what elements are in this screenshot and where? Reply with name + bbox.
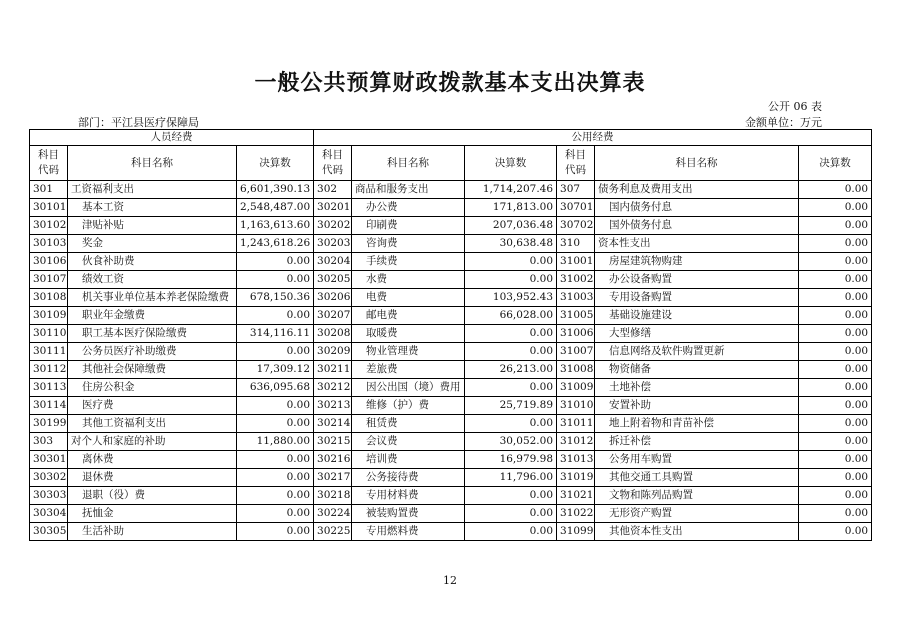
code-cell: 30302 [30, 469, 68, 487]
code-cell: 31099 [557, 523, 595, 541]
code-cell: 30109 [30, 307, 68, 325]
code-cell: 30205 [314, 271, 352, 289]
name-cell: 医疗费 [68, 397, 237, 415]
name-cell: 基础设施建设 [595, 307, 799, 325]
amount-cell: 0.00 [799, 523, 872, 541]
code-cell: 30216 [314, 451, 352, 469]
code-cell: 30215 [314, 433, 352, 451]
code-cell: 31007 [557, 343, 595, 361]
name-cell: 职业年金缴费 [68, 307, 237, 325]
code-cell: 30206 [314, 289, 352, 307]
name-cell: 专用设备购置 [595, 289, 799, 307]
name-cell: 取暖费 [352, 325, 465, 343]
amount-cell: 0.00 [799, 253, 872, 271]
header-name: 科目名称 [352, 146, 465, 181]
amount-cell: 0.00 [465, 415, 557, 433]
name-cell: 其他社会保障缴费 [68, 361, 237, 379]
section-public: 公用经费 [314, 130, 872, 146]
amount-cell: 2,548,487.00 [237, 199, 314, 217]
amount-cell: 0.00 [799, 289, 872, 307]
table-row [30, 415, 872, 433]
table-row [30, 181, 872, 199]
table-row [30, 343, 872, 361]
name-cell: 商品和服务支出 [352, 181, 465, 199]
table-row [30, 361, 872, 379]
expenditure-table [29, 129, 872, 541]
amount-cell: 0.00 [799, 505, 872, 523]
name-cell: 地上附着物和青苗补偿 [595, 415, 799, 433]
amount-cell: 17,309.12 [237, 361, 314, 379]
code-cell: 30101 [30, 199, 68, 217]
table-row [30, 379, 872, 397]
name-cell: 因公出国（境）费用 [352, 379, 465, 397]
name-cell: 抚恤金 [68, 505, 237, 523]
header-code: 科目代码 [557, 146, 595, 181]
code-cell: 31003 [557, 289, 595, 307]
code-cell: 30204 [314, 253, 352, 271]
amount-cell: 0.00 [799, 325, 872, 343]
table-code: 公开 06 表 [768, 100, 822, 113]
table-row [30, 487, 872, 505]
header-amount: 决算数 [799, 146, 872, 181]
name-cell: 水费 [352, 271, 465, 289]
name-cell: 职工基本医疗保险缴费 [68, 325, 237, 343]
table-row [30, 451, 872, 469]
code-cell: 30202 [314, 217, 352, 235]
code-cell: 303 [30, 433, 68, 451]
name-cell: 离休费 [68, 451, 237, 469]
amount-cell: 0.00 [799, 235, 872, 253]
code-cell: 30218 [314, 487, 352, 505]
name-cell: 绩效工资 [68, 271, 237, 289]
amount-cell: 1,163,613.60 [237, 217, 314, 235]
name-cell: 无形资产购置 [595, 505, 799, 523]
name-cell: 土地补偿 [595, 379, 799, 397]
name-cell: 对个人和家庭的补助 [68, 433, 237, 451]
code-cell: 30111 [30, 343, 68, 361]
amount-cell: 0.00 [799, 307, 872, 325]
code-cell: 302 [314, 181, 352, 199]
department-label: 部门：平江县医疗保障局 [78, 116, 199, 129]
amount-cell: 0.00 [799, 433, 872, 451]
header-code: 科目代码 [314, 146, 352, 181]
code-cell: 30113 [30, 379, 68, 397]
table-row [30, 199, 872, 217]
amount-cell: 0.00 [465, 325, 557, 343]
amount-cell: 0.00 [237, 523, 314, 541]
name-cell: 物资储备 [595, 361, 799, 379]
name-cell: 会议费 [352, 433, 465, 451]
code-cell: 30211 [314, 361, 352, 379]
table-row [30, 289, 872, 307]
name-cell: 机关事业单位基本养老保险缴费 [68, 289, 237, 307]
name-cell: 办公设备购置 [595, 271, 799, 289]
table-row [30, 307, 872, 325]
amount-cell: 0.00 [465, 343, 557, 361]
amount-cell: 30,052.00 [465, 433, 557, 451]
amount-cell: 26,213.00 [465, 361, 557, 379]
header-name: 科目名称 [595, 146, 799, 181]
amount-cell: 0.00 [799, 379, 872, 397]
amount-cell: 0.00 [237, 307, 314, 325]
amount-cell: 636,095.68 [237, 379, 314, 397]
name-cell: 基本工资 [68, 199, 237, 217]
name-cell: 国内债务付息 [595, 199, 799, 217]
name-cell: 伙食补助费 [68, 253, 237, 271]
section-personnel: 人员经费 [30, 130, 314, 146]
amount-cell: 0.00 [237, 505, 314, 523]
code-cell: 30108 [30, 289, 68, 307]
amount-cell: 0.00 [465, 487, 557, 505]
code-cell: 30212 [314, 379, 352, 397]
name-cell: 办公费 [352, 199, 465, 217]
code-cell: 31019 [557, 469, 595, 487]
code-cell: 31009 [557, 379, 595, 397]
amount-cell: 0.00 [799, 271, 872, 289]
amount-cell: 0.00 [465, 253, 557, 271]
amount-cell: 0.00 [799, 181, 872, 199]
page-number: 12 [443, 574, 457, 587]
name-cell: 公务接待费 [352, 469, 465, 487]
code-cell: 31002 [557, 271, 595, 289]
amount-cell: 0.00 [465, 271, 557, 289]
amount-cell: 6,601,390.13 [237, 181, 314, 199]
amount-cell: 0.00 [237, 487, 314, 505]
amount-cell: 1,243,618.26 [237, 235, 314, 253]
amount-cell: 0.00 [799, 343, 872, 361]
name-cell: 债务利息及费用支出 [595, 181, 799, 199]
amount-cell: 0.00 [237, 343, 314, 361]
code-cell: 31006 [557, 325, 595, 343]
name-cell: 电费 [352, 289, 465, 307]
name-cell: 印刷费 [352, 217, 465, 235]
name-cell: 公务员医疗补助缴费 [68, 343, 237, 361]
name-cell: 退休费 [68, 469, 237, 487]
code-cell: 30305 [30, 523, 68, 541]
amount-cell: 25,719.89 [465, 397, 557, 415]
table-row [30, 271, 872, 289]
table-row [30, 505, 872, 523]
amount-cell: 0.00 [799, 217, 872, 235]
name-cell: 租赁费 [352, 415, 465, 433]
code-cell: 30112 [30, 361, 68, 379]
code-cell: 30224 [314, 505, 352, 523]
table-row [30, 325, 872, 343]
name-cell: 培训费 [352, 451, 465, 469]
table-row [30, 433, 872, 451]
code-cell: 30110 [30, 325, 68, 343]
table-row [30, 235, 872, 253]
amount-cell: 11,796.00 [465, 469, 557, 487]
amount-cell: 0.00 [237, 415, 314, 433]
code-cell: 31010 [557, 397, 595, 415]
code-cell: 301 [30, 181, 68, 199]
code-cell: 30102 [30, 217, 68, 235]
code-cell: 30213 [314, 397, 352, 415]
amount-cell: 0.00 [799, 469, 872, 487]
name-cell: 公务用车购置 [595, 451, 799, 469]
amount-cell: 66,028.00 [465, 307, 557, 325]
code-cell: 31022 [557, 505, 595, 523]
name-cell: 大型修缮 [595, 325, 799, 343]
amount-cell: 207,036.48 [465, 217, 557, 235]
code-cell: 30702 [557, 217, 595, 235]
amount-cell: 0.00 [799, 487, 872, 505]
name-cell: 工资福利支出 [68, 181, 237, 199]
code-cell: 30217 [314, 469, 352, 487]
name-cell: 手续费 [352, 253, 465, 271]
name-cell: 安置补助 [595, 397, 799, 415]
header-amount: 决算数 [465, 146, 557, 181]
name-cell: 被装购置费 [352, 505, 465, 523]
table-row [30, 217, 872, 235]
name-cell: 咨询费 [352, 235, 465, 253]
unit-label: 金额单位：万元 [745, 116, 822, 129]
table-body [30, 181, 872, 541]
code-cell: 30701 [557, 199, 595, 217]
amount-cell: 1,714,207.46 [465, 181, 557, 199]
amount-cell: 0.00 [799, 451, 872, 469]
amount-cell: 0.00 [799, 199, 872, 217]
name-cell: 房屋建筑物购建 [595, 253, 799, 271]
name-cell: 退职（役）费 [68, 487, 237, 505]
code-cell: 30301 [30, 451, 68, 469]
code-cell: 31005 [557, 307, 595, 325]
code-cell: 31013 [557, 451, 595, 469]
amount-cell: 0.00 [465, 505, 557, 523]
name-cell: 其他工资福利支出 [68, 415, 237, 433]
amount-cell: 171,813.00 [465, 199, 557, 217]
amount-cell: 0.00 [799, 415, 872, 433]
header-code: 科目代码 [30, 146, 68, 181]
name-cell: 专用燃料费 [352, 523, 465, 541]
amount-cell: 0.00 [465, 379, 557, 397]
amount-cell: 0.00 [237, 271, 314, 289]
code-cell: 310 [557, 235, 595, 253]
name-cell: 物业管理费 [352, 343, 465, 361]
code-cell: 31021 [557, 487, 595, 505]
table-row [30, 523, 872, 541]
amount-cell: 0.00 [237, 451, 314, 469]
code-cell: 30201 [314, 199, 352, 217]
code-cell: 30225 [314, 523, 352, 541]
amount-cell: 11,880.00 [237, 433, 314, 451]
code-cell: 31001 [557, 253, 595, 271]
amount-cell: 16,979.98 [465, 451, 557, 469]
name-cell: 专用材料费 [352, 487, 465, 505]
header-name: 科目名称 [68, 146, 237, 181]
code-cell: 30203 [314, 235, 352, 253]
name-cell: 资本性支出 [595, 235, 799, 253]
name-cell: 拆迁补偿 [595, 433, 799, 451]
page-title: 一般公共预算财政拨款基本支出决算表 [254, 70, 646, 96]
code-cell: 30208 [314, 325, 352, 343]
code-cell: 30199 [30, 415, 68, 433]
name-cell: 国外债务付息 [595, 217, 799, 235]
code-cell: 31012 [557, 433, 595, 451]
name-cell: 差旅费 [352, 361, 465, 379]
code-cell: 30304 [30, 505, 68, 523]
table-row [30, 397, 872, 415]
code-cell: 31011 [557, 415, 595, 433]
table-row [30, 253, 872, 271]
name-cell: 其他资本性支出 [595, 523, 799, 541]
code-cell: 30103 [30, 235, 68, 253]
code-cell: 31008 [557, 361, 595, 379]
amount-cell: 0.00 [799, 397, 872, 415]
code-cell: 30209 [314, 343, 352, 361]
code-cell: 30107 [30, 271, 68, 289]
name-cell: 生活补助 [68, 523, 237, 541]
amount-cell: 103,952.43 [465, 289, 557, 307]
amount-cell: 0.00 [465, 523, 557, 541]
name-cell: 津贴补贴 [68, 217, 237, 235]
code-cell: 30303 [30, 487, 68, 505]
name-cell: 邮电费 [352, 307, 465, 325]
amount-cell: 678,150.36 [237, 289, 314, 307]
code-cell: 307 [557, 181, 595, 199]
name-cell: 文物和陈列品购置 [595, 487, 799, 505]
code-cell: 30207 [314, 307, 352, 325]
table-row [30, 469, 872, 487]
code-cell: 30106 [30, 253, 68, 271]
code-cell: 30214 [314, 415, 352, 433]
amount-cell: 0.00 [237, 469, 314, 487]
name-cell: 奖金 [68, 235, 237, 253]
name-cell: 住房公积金 [68, 379, 237, 397]
amount-cell: 0.00 [799, 361, 872, 379]
header-amount: 决算数 [237, 146, 314, 181]
amount-cell: 314,116.11 [237, 325, 314, 343]
name-cell: 维修（护）费 [352, 397, 465, 415]
amount-cell: 0.00 [237, 397, 314, 415]
amount-cell: 30,638.48 [465, 235, 557, 253]
name-cell: 其他交通工具购置 [595, 469, 799, 487]
amount-cell: 0.00 [237, 253, 314, 271]
name-cell: 信息网络及软件购置更新 [595, 343, 799, 361]
code-cell: 30114 [30, 397, 68, 415]
